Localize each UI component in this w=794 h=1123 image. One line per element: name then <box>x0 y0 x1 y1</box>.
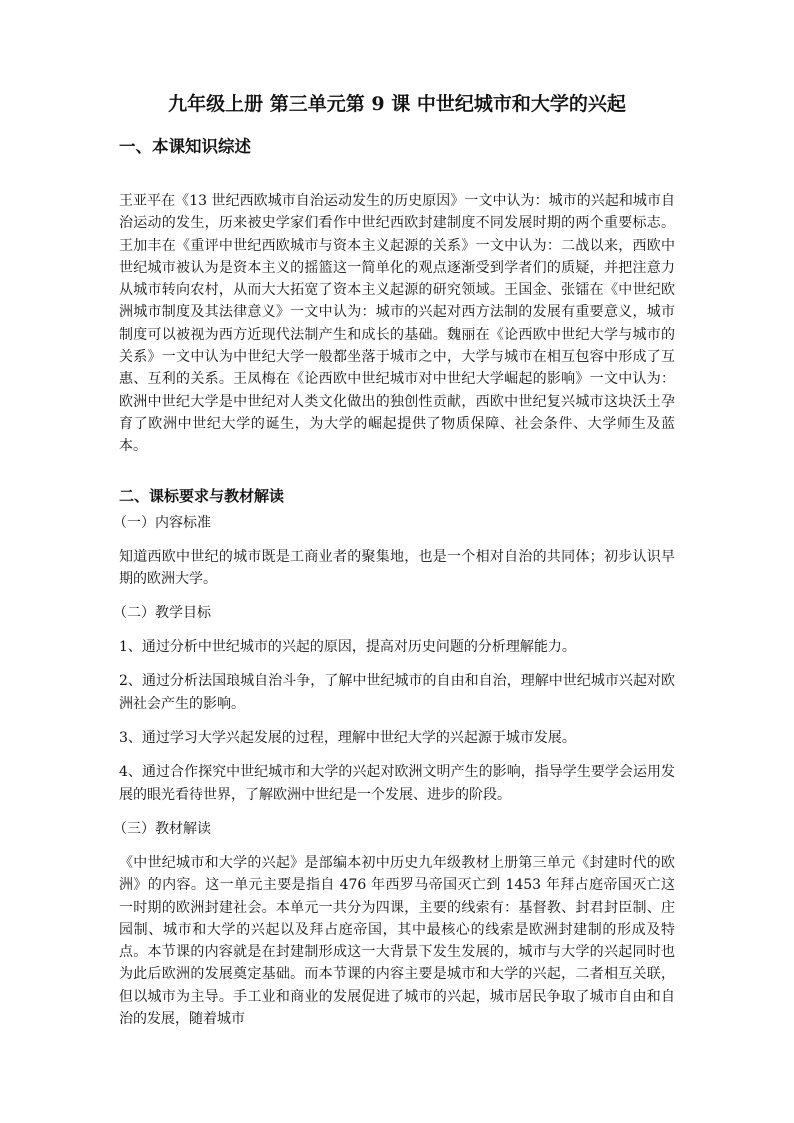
subsection-label-content-standard: （一）内容标准 <box>113 514 211 531</box>
spacer <box>119 160 675 190</box>
spacer <box>119 840 675 852</box>
document-title: 九年级上册 第三单元第 9 课 中世纪城市和大学的兴起 <box>168 93 626 115</box>
teaching-goal-item: 1、通过分析中世纪城市的兴起的原因，提高对历史问题的分析理解能力。 <box>119 639 576 656</box>
subsection-label-textbook-interpretation: （三）教材解读 <box>113 820 211 837</box>
teaching-goal-item: 4、通过合作探究中世纪城市和大学的兴起对欧洲文明产生的影响，指导学生要学会运用发展的眼光看待世界，了解欧洲中世纪是一个发展、进步的阶段。 <box>119 764 675 803</box>
document-page <box>113 90 675 1030</box>
subsection-label-teaching-goals: （二）教学目标 <box>113 605 211 622</box>
section-heading-overview: 一、本课知识综述 <box>119 137 251 156</box>
overview-paragraph: 王亚平在《13 世纪西欧城市自治运动发生的历史原因》一文中认为：城市的兴起和城市自治运动的发生，历来被史学家们看作中世纪西欧封建制度不同发展时期的两个重要标志。王加丰在《重评中世纪西欧城市与资本主义起源的关系》一文中认为：二战以来，西欧中世纪城市被认为是资本主义的摇篮这一简单化的观点逐渐受到学者们的质疑，并把注意力从城市转向农村，从而大大拓宽了资本主义起源的研究领域。王国金、张镭在《中世纪欧洲城市制度及其法律意义》一文中认为：城市的兴起对西方法制的发展有重要意义，城市制度可以被视为西方近现代法制产生和成长的基础。魏丽在《论西欧中世纪大学与城市的关系》一文中认为中世纪大学一般都坐落于城市之中，大学与城市在相互包容中形成了互惠、互利的关系。王凤梅在《论西欧中世纪城市对中世纪大学崛起的影响》一文中认为：欧洲中世纪大学是中世纪对人类文化做出的独创性贡献，西欧中世纪复兴城市这块沃土孕育了欧洲中世纪大学的诞生，为大学的崛起提供了物质保障、社会条件、大学师生及蓝本。 <box>119 193 675 455</box>
textbook-interpretation-paragraph: 《中世纪城市和大学的兴起》是部编本初中历史九年级教材上册第三单元《封建时代的欧洲》的内容。这一单元主要是指自 476 年西罗马帝国灭亡到 1453 年拜占庭帝国灭亡这一时期的欧洲封建社会。本单元一共分为四课，主要的线索有：基督教、封君封臣制、庄园制、城市和大学的兴起以及拜占庭帝国，其中最核心的线索是欧洲封建制的形成及特点。本节课的内容就是在封建制形成这一大背景下发生发展的，城市与大学的兴起同时也为此后欧洲的发展奠定基础。而本节课的内容主要是城市和大学的兴起，二者相互关联，但以城市为主导。手工业和商业的发展促进了城市的兴起，城市居民争取了城市自由和自治的发展，随着城市 <box>119 854 675 1028</box>
spacer <box>119 624 675 636</box>
spacer <box>119 534 675 546</box>
teaching-goal-item: 2、通过分析法国琅城自治斗争，了解中世纪城市的自由和自治，理解中世纪城市兴起对欧洲社会产生的影响。 <box>119 673 675 712</box>
spacer <box>119 749 675 761</box>
spacer <box>119 715 675 727</box>
teaching-goal-item: 3、通过学习大学兴起发展的过程，理解中世纪大学的兴起源于城市发展。 <box>119 730 576 747</box>
section-heading-curriculum: 二、课标要求与教材解读 <box>119 486 285 505</box>
content-standard-paragraph: 知道西欧中世纪的城市既是工商业者的聚集地，也是一个相对自治的共同体；初步认识早期的欧洲大学。 <box>119 548 675 587</box>
spacer <box>119 806 675 818</box>
spacer <box>119 590 675 602</box>
spacer <box>119 458 675 484</box>
spacer <box>119 658 675 670</box>
